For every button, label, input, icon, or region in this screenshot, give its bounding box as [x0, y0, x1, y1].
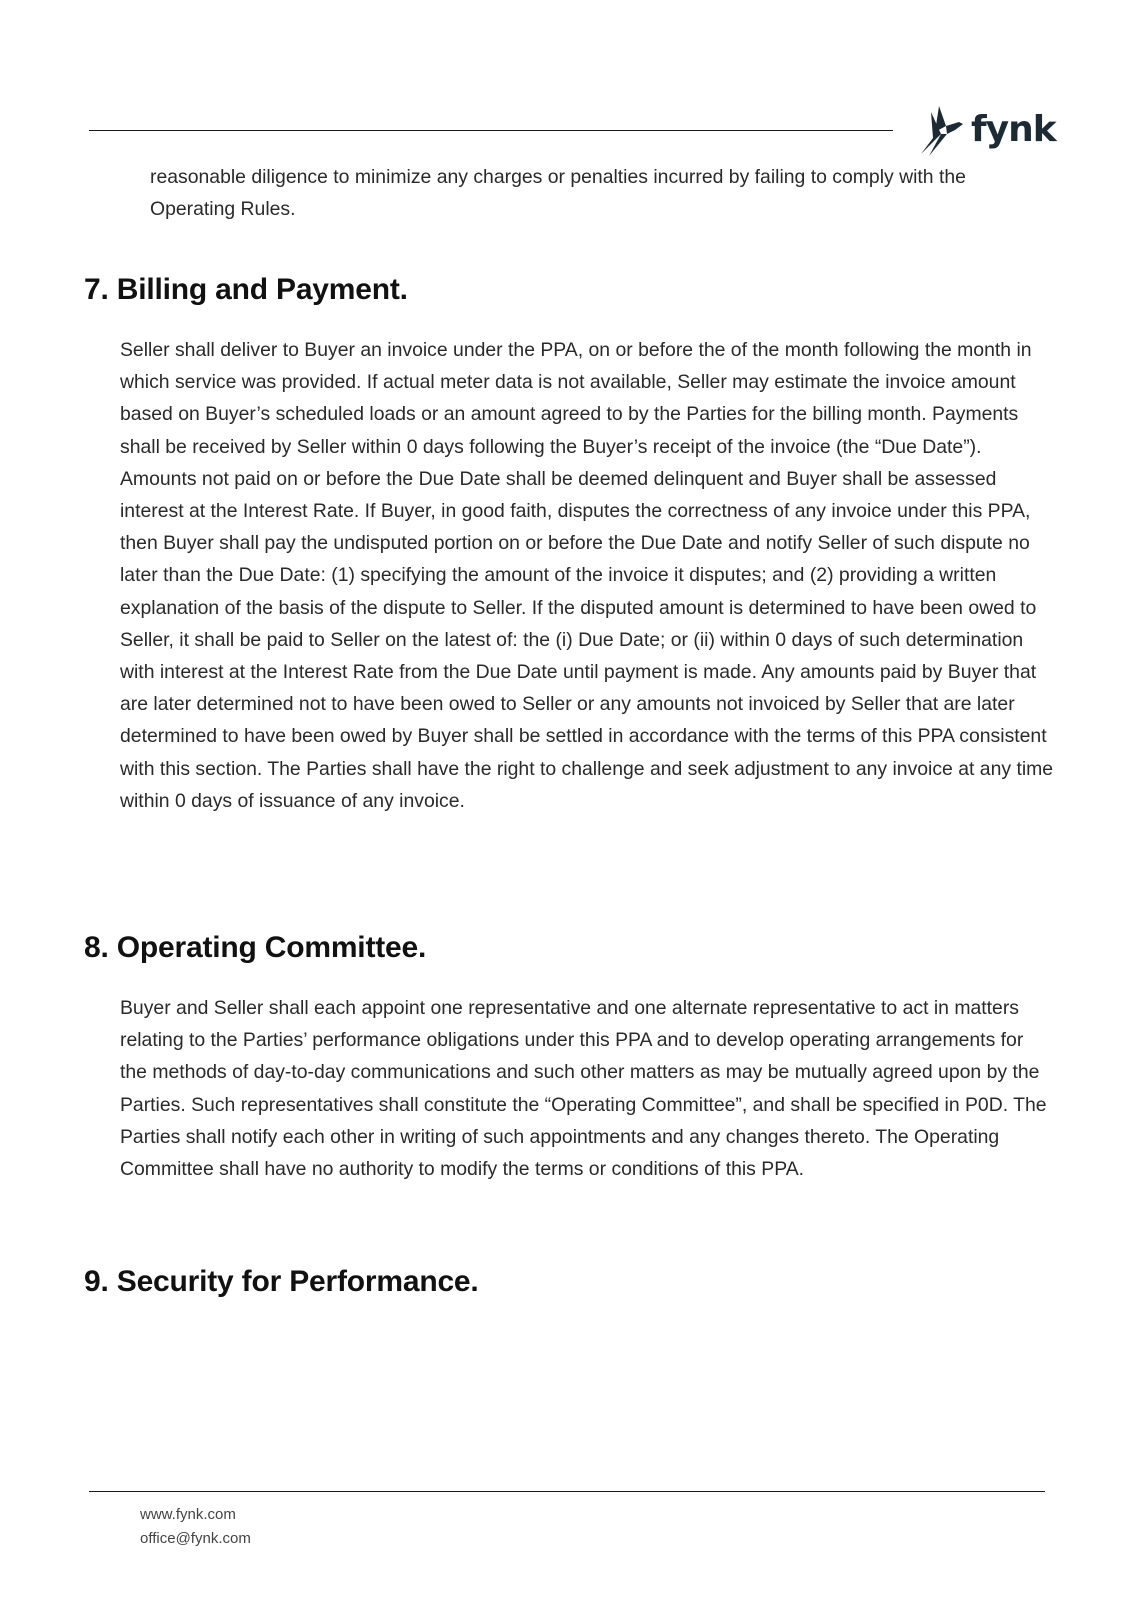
section-body-billing: Seller shall deliver to Buyer an invoice under the PPA, on or before the of the month following the month in which service was provided. If actual meter data is not available, Seller may estimate the invoice amount based on Buyer’s scheduled loads or an amount agreed to by the Parties for the billing month. Payments shall be received by Seller within 0 days following the Buyer’s receipt of the invoice (the “Due Date”). Amounts not paid on or before the Due Date shall be deemed delinquent and Buyer shall be assessed interest at the Interest Rate. If Buyer, in good faith, disputes the correctness of any invoice under this PPA, then Buyer shall pay the undisputed portion on or before the Due Date and notify Seller of such dispute no later than the Due Date: (1) specifying the amount of the invoice it disputes; and (2) providing a written explanation of the basis of the dispute to Seller. If the disputed amount is determined to have been owed to Seller, it shall be paid to Seller on the latest of: the (i) Due Date; or (ii) within 0 days of such determination with interest at the Interest Rate from the Due Date until payment is made. Any amounts paid by Buyer that are later determined not to have been owed to Seller or any amounts not invoiced by Seller that are later determined to have been owed by Buyer shall be settled in accordance with the terms of this PPA consistent with this section. The Parties shall have the right to challenge and seek adjustment to any invoice at any time within 0 days of issuance of any invoice. — [120, 339, 1054, 812]
section-body-operating-committee: Buyer and Seller shall each appoint one representative and one alternate representative to act in matters relating to the Parties’ performance obligations under this PPA and to develop operating arrangements for the methods of day-to-day communications and such other matters as may be mutually agreed upon by the Parties. Such representatives shall constitute the “Operating Committee”, and shall be specified in P0D. The Parties shall notify each other in writing of such appointments and any changes thereto. The Operating Committee shall have no authority to modify the terms or conditions of this PPA. — [120, 997, 1047, 1181]
header-divider — [89, 130, 893, 131]
fynk-logo — [919, 104, 1056, 160]
fynk-bird-icon — [919, 104, 965, 160]
section-heading-billing: 7. Billing and Payment. — [84, 273, 408, 306]
footer-divider — [89, 1491, 1045, 1492]
footer-email-link[interactable]: office@fynk.com — [140, 1530, 251, 1547]
footer-website-link[interactable]: www.fynk.com — [140, 1506, 236, 1523]
logo-text: fynk — [971, 108, 1056, 150]
continued-paragraph: reasonable diligence to minimize any charges or penalties incurred by failing to comply with the Operating Rules. — [150, 166, 966, 221]
section-heading-security: 9. Security for Performance. — [84, 1265, 479, 1298]
section-heading-operating-committee: 8. Operating Committee. — [84, 931, 427, 964]
